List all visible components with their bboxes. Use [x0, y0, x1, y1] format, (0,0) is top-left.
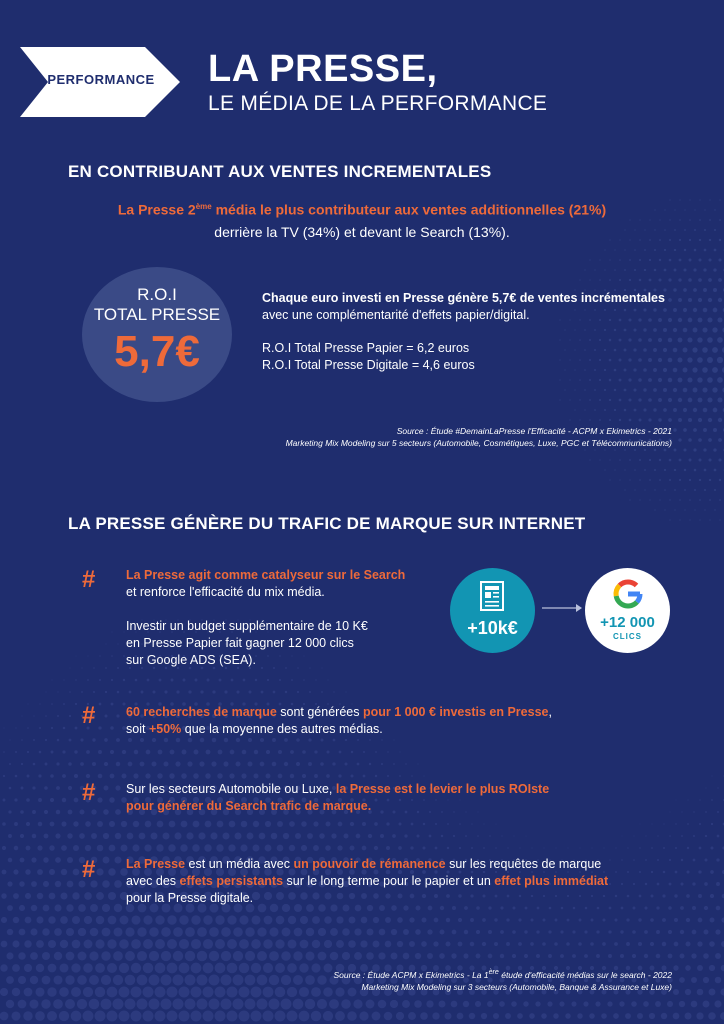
invest-circle — [450, 568, 535, 653]
source2-line1 — [334, 966, 672, 981]
lead-orange-a: La Presse 2 — [117, 201, 196, 218]
section-title-trafic: LA PRESSE GÉNÈRE DU TRAFIC DE MARQUE SUR INTERNET — [68, 514, 586, 533]
bullet2-t4: que la moyenne des autres médias. — [181, 722, 383, 736]
bullet4-t1: est un média avec — [185, 857, 294, 871]
hash-bullet-3: # — [82, 779, 96, 806]
bullet4-t4: sur le long terme pour le papier et un — [283, 874, 495, 888]
clics-circle — [585, 568, 670, 653]
lead-orange-b: média le plus contributeur aux ventes additionnelles (21%) — [211, 201, 607, 218]
roi-text-line2: avec une complémentarité d'effets papier/digital. — [262, 308, 530, 322]
hash-bullet-4: # — [82, 856, 96, 883]
bullet1-orange: La Presse agit comme catalyseur sur le Search — [126, 568, 406, 582]
source1-line2: Marketing Mix Modeling sur 5 secteurs (Automobile, Cosmétiques, Luxe, PGC et Télécommunications) — [285, 438, 672, 448]
bullet4-o2: un pouvoir de rémanence — [293, 857, 446, 871]
bullet2-o3: +50% — [148, 722, 182, 736]
source2-sup: ère — [488, 968, 499, 976]
bullet4-t3: avec des — [126, 874, 180, 888]
invest-value: +10k€ — [467, 618, 518, 638]
bullet-1 — [126, 567, 426, 669]
arrow-right-icon — [540, 600, 582, 616]
roi-text-bold: Chaque euro investi en Presse génère 5,7€ de ventes incrémentales — [262, 291, 665, 305]
bullet1-p2-line1: Investir un budget supplémentaire de 10 K€ — [126, 619, 368, 633]
bullet3-line1 — [126, 781, 596, 798]
source1-line1: Source : Étude #DemainLaPresse l'Efficacité - ACPM x Ekimetrics - 2021 — [396, 426, 672, 436]
bullet2-t1: sont générées — [276, 705, 363, 719]
bullet4-o3: effets persistants — [179, 874, 284, 888]
bullet3-o1: la Presse est le levier le plus ROIste — [335, 782, 550, 796]
source2-b: étude d'efficacité médias sur le search - 2022 — [498, 969, 672, 980]
clics-label: CLICS — [613, 632, 642, 641]
bullet4-t2: sur les requêtes de marque — [445, 857, 602, 871]
bullet3-o2: pour générer du Search trafic de marque. — [126, 799, 372, 813]
roi-label-line1: R.O.I — [137, 285, 177, 304]
roi-circle — [82, 267, 232, 402]
lead-line-1 — [0, 196, 724, 221]
roi-papier: R.O.I Total Presse Papier = 6,2 euros — [262, 341, 470, 355]
bullet-3 — [126, 781, 596, 815]
lead-sup: ème — [195, 202, 212, 211]
bullet1-line2: et renforce l'efficacité du mix média. — [126, 585, 325, 599]
bullet4-o1: La Presse — [126, 857, 186, 871]
source2-line2: Marketing Mix Modeling sur 3 secteurs (Automobile, Banque & Assurance et Luxe) — [361, 981, 672, 992]
roi-label-line2: TOTAL PRESSE — [93, 305, 221, 324]
hash-bullet-2: # — [82, 702, 96, 729]
section1-lead — [0, 196, 724, 243]
source2-a: Source : Étude ACPM x Ekimetrics - La 1 — [333, 969, 489, 980]
bullet1-p2-line2: en Presse Papier fait gagner 12 000 clics — [126, 636, 354, 650]
page-title: LA PRESSE, — [208, 48, 438, 90]
roi-description — [262, 290, 692, 374]
bullet3-t1: Sur les secteurs Automobile ou Luxe, — [126, 782, 336, 796]
page-subtitle: LE MÉDIA DE LA PERFORMANCE — [208, 92, 548, 115]
bullet1-p2-line3: sur Google ADS (SEA). — [126, 653, 256, 667]
bullet4-line1 — [126, 856, 646, 873]
section-title-ventes: EN CONTRIBUANT AUX VENTES INCREMENTALES — [68, 162, 492, 181]
bullet2-line1 — [126, 704, 596, 721]
roi-digitale: R.O.I Total Presse Digitale = 4,6 euros — [262, 358, 475, 372]
performance-tag: PERFORMANCE — [47, 72, 155, 87]
bullet2-t3: soit — [126, 722, 149, 736]
clics-value: +12 000 — [600, 614, 655, 631]
bullet4-line3: pour la Presse digitale. — [126, 891, 254, 905]
bullet4-o4: effet plus immédiat — [494, 874, 609, 888]
roi-label — [82, 285, 232, 325]
bullet-2 — [126, 704, 596, 738]
bullet2-line2 — [126, 721, 596, 738]
bullet2-o1: 60 recherches de marque — [126, 705, 277, 719]
lead-line-2: derrière la TV (34%) et devant le Search (13%). — [214, 223, 510, 240]
bullet2-o2: pour 1 000 € investis en Presse — [362, 705, 549, 719]
bullet4-line2 — [126, 873, 646, 890]
source-note-1 — [286, 425, 672, 449]
bullet2-t2: , — [548, 705, 552, 719]
hash-bullet-1: # — [82, 566, 96, 593]
google-g-icon — [612, 578, 644, 610]
roi-value: 5,7€ — [114, 327, 200, 376]
bullet-4 — [126, 856, 646, 907]
source-note-2 — [334, 966, 672, 993]
newspaper-icon — [480, 581, 504, 611]
